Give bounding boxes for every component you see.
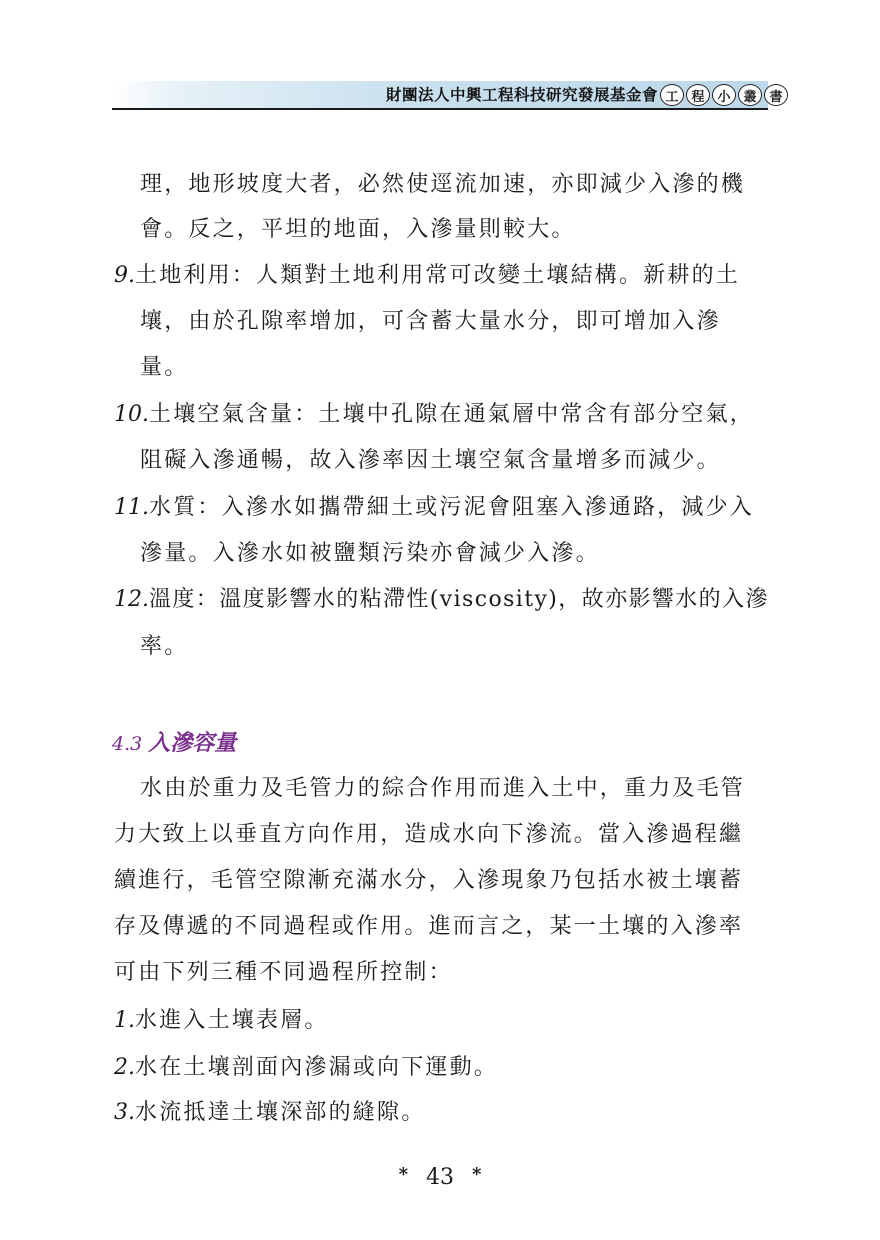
body-line: 滲量。入滲水如被鹽類污染亦會減少入滲。: [140, 541, 600, 566]
paragraph-line: 續進行，毛管空隙漸充滿水分，入滲現象乃包括水被土壤蓄: [114, 868, 744, 893]
series-char: 叢: [738, 84, 762, 106]
header-rule: [112, 108, 768, 110]
series-char: 書: [764, 84, 788, 106]
series-char: 工: [660, 84, 684, 106]
section-title: 入滲容量: [148, 730, 237, 756]
process-item-3: 3.水流抵達土壤深部的縫隙。: [114, 1100, 426, 1125]
paragraph-line: 可由下列三種不同過程所控制：: [114, 960, 453, 985]
body-line: 阻礙入滲通暢，故入滲率因土壤空氣含量增多而減少。: [140, 448, 721, 473]
body-line: 率。: [140, 634, 189, 659]
series-char: 小: [712, 84, 736, 106]
body-line: 會。反之，平坦的地面，入滲量則較大。: [140, 217, 576, 242]
page-footer: [0, 1160, 880, 1193]
process-item-1: 1.水進入土壤表層。: [114, 1008, 329, 1033]
body-line: 壤，由於孔隙率增加，可含蓄大量水分，即可增加入滲: [140, 309, 721, 334]
paragraph-line: 力大致上以垂直方向作用，造成水向下滲流。當入滲過程繼: [114, 822, 744, 847]
list-item-12: 12.溫度：溫度影響水的粘滯性(viscosity)，故亦影響水的入滲: [114, 587, 769, 612]
series-char: 程: [686, 84, 710, 106]
footer-star-left: *: [398, 1164, 408, 1185]
list-item-11: 11.水質：入滲水如攜帶細土或污泥會阻塞入滲通路，減少入: [114, 495, 755, 520]
section-heading: [112, 728, 236, 759]
body-line: 理，地形坡度大者，必然使逕流加速，亦即減少入滲的機: [140, 172, 746, 197]
page-number: 43: [426, 1165, 454, 1190]
footer-star-right: *: [472, 1164, 482, 1185]
list-item-9: 9.土地利用：人類對土地利用常可改變土壤結構。新耕的土: [114, 263, 741, 288]
section-number: 4.3: [112, 733, 143, 755]
body-line: 量。: [140, 355, 189, 380]
paragraph-line: 水由於重力及毛管力的綜合作用而進入土中，重力及毛管: [140, 776, 746, 801]
paragraph-line: 存及傳遞的不同過程或作用。進而言之，某一土壤的入滲率: [114, 914, 744, 939]
process-item-2: 2.水在土壤剖面內滲漏或向下運動。: [114, 1055, 499, 1080]
header-title: 財團法人中興工程科技研究發展基金會: [385, 85, 658, 104]
list-item-10: 10.土壤空氣含量：土壤中孔隙在通氣層中常含有部分空氣，: [114, 402, 755, 427]
series-badge: [660, 83, 788, 107]
